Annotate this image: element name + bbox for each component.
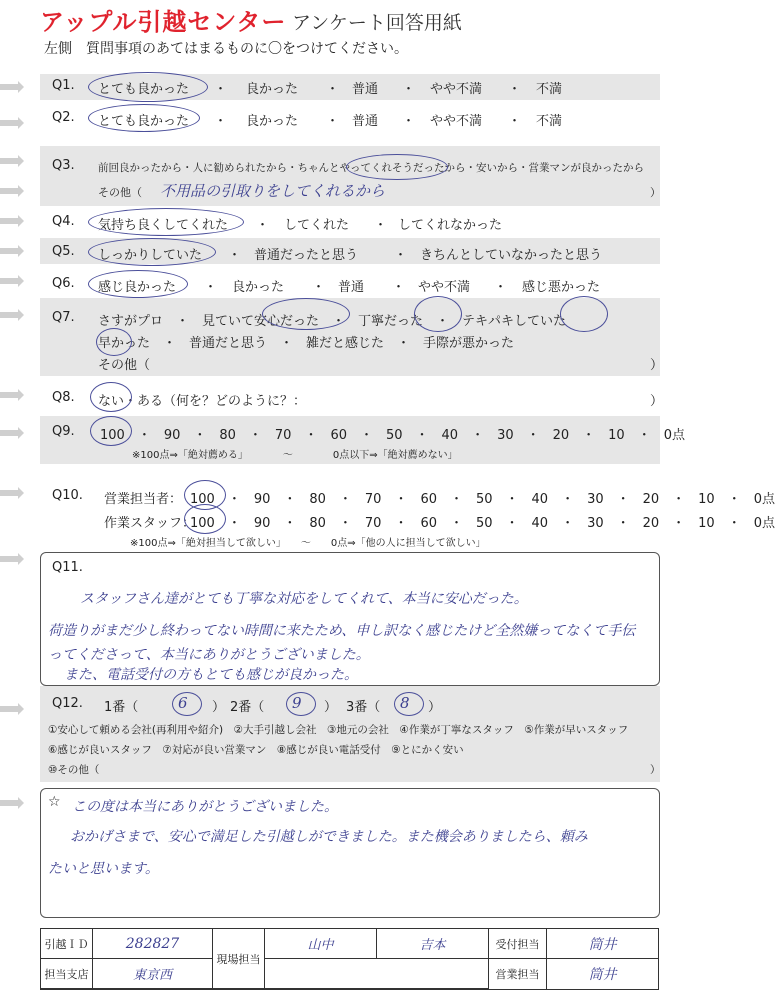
branch-value: 東京西 [93,959,213,989]
q1-sep: ・ [508,82,522,97]
margin-arrow [0,248,18,254]
answer-circle [88,270,188,298]
q10-sales-label: 営業担当者： [104,492,183,507]
q4-sep: ・ [374,218,388,233]
q12-rank3-label: 3番（ [346,700,381,715]
margin-arrow [0,490,18,496]
answer-circle [346,154,448,180]
answer-circle [414,296,462,332]
margin-arrow [0,312,18,318]
q11-label: Q11. [52,560,83,575]
q1-sep: ・ [402,82,416,97]
q11-handwriting-line: また、電話受付の方もとても感じが良かった。 [64,667,358,683]
site-blank [265,959,489,989]
q2-opt-bad[interactable]: 不満 [536,114,563,129]
q12-other-close: ） [650,764,661,776]
company-title: アップル引越センター [40,8,287,36]
q12-rank3-value[interactable]: 8 [400,694,410,712]
q5-sep: ・ [394,248,408,263]
q6-sep: ・ [494,280,508,295]
q6-opt-1[interactable]: 感じ良かった [98,280,177,295]
q2-sep: ・ [508,114,522,129]
site-label: 現場担当 [213,929,265,989]
answer-circle [96,328,132,356]
answer-circle [88,72,208,102]
q11-handwriting-line: スタッフさん達がとても丁寧な対応をしてくれて、本当に安心だった。 [80,591,528,607]
site-staff-1: 山中 [265,929,377,959]
q2-opt-normal[interactable]: 普通 [352,114,379,129]
comment-handwriting-line: おかげさまで、安心で満足した引越しができました。また機会ありましたら、頼み [70,829,588,845]
q3-other-label: その他（ [98,186,142,199]
q2-opt-good[interactable]: 良かった [246,114,299,129]
answer-circle [90,416,132,446]
margin-arrow [0,392,18,398]
q2-sep: ・ [214,114,228,129]
q4-sep: ・ [256,218,270,233]
margin-arrow [0,556,18,562]
staff-table [40,928,659,990]
answer-circle [88,104,200,132]
answer-circle [172,692,202,716]
q5-label: Q5. [52,244,75,259]
q1-label: Q1. [52,78,75,93]
q1-opt-slightly-bad[interactable]: やや不満 [430,82,483,97]
answer-circle [184,504,226,534]
comment-handwriting-line: この度は本当にありがとうございました。 [72,799,338,815]
q12-options-line1: ①安心して頼める会社(再利用や紹介) ②大手引越し会社 ③地元の会社 ④作業が丁寧なスタッフ ⑤作業が早いスタッフ [48,724,629,736]
q10-note: ※100点⇒「絶対担当して欲しい」 〜 0点⇒「他の人に担当して欲しい」 [130,538,486,549]
q1-sep: ・ [214,82,228,97]
q1-sep: ・ [326,82,340,97]
q5-opt-3[interactable]: きちんとしていなかったと思う [420,248,603,263]
q11-handwriting-line: 荷造りがまだ少し終わってない時間に来たため、申し訳なく感じたけど全然嫌ってなくて手伝 [48,623,636,639]
q9-scale[interactable]: 100 ・ 90 ・ 80 ・ 70 ・ 60 ・ 50 ・ 40 ・ 30 ・ 20 ・ 10 ・ 0点 [100,428,685,443]
q2-opt-very-good[interactable]: とても良かった [98,114,190,129]
q12-rank1-close: ） [212,700,226,715]
move-id-value: 282827 [93,929,213,959]
q5-opt-1[interactable]: しっかりしていた [98,248,203,263]
q6-label: Q6. [52,276,75,291]
q1-opt-normal[interactable]: 普通 [352,82,379,97]
margin-arrow [0,218,18,224]
star-icon: ☆ [48,794,61,810]
q6-sep: ・ [204,280,218,295]
margin-arrow [0,84,18,90]
q8-label: Q8. [52,390,75,405]
answer-circle [88,208,244,236]
q6-sep: ・ [312,280,326,295]
q9-note: ※100点⇒「絶対薦める」 〜 0点以下⇒「絶対薦めない」 [132,450,458,461]
q5-sep: ・ [228,248,242,263]
q6-sep: ・ [392,280,406,295]
q8-close: ） [650,394,664,409]
q8-options[interactable]: ない・ある（何を？どのように？： [98,394,307,409]
reception-value: 筒井 [547,929,658,959]
q4-opt-1[interactable]: 気持ち良くしてくれた [98,218,229,233]
q12-label: Q12. [52,696,83,711]
answer-circle [262,298,350,330]
q1-opt-good[interactable]: 良かった [246,82,299,97]
q4-opt-3[interactable]: してくれなかった [398,218,503,233]
margin-arrow [0,706,18,712]
q4-opt-2[interactable]: してくれた [284,218,350,233]
answer-circle [560,296,608,332]
margin-arrow [0,278,18,284]
q4-label: Q4. [52,214,75,229]
q12-options-line2: ⑥感じが良いスタッフ ⑦対応が良い営業マン ⑧感じが良い電話受付 ⑨とにかく安い [48,744,464,756]
q12-rank1-value[interactable]: 6 [178,694,188,712]
margin-arrow [0,158,18,164]
margin-arrow [0,188,18,194]
q12-rank2-label: 2番（ [230,700,265,715]
q3-other-close: ） [650,186,661,199]
q2-sep: ・ [402,114,416,129]
q12-rank3-close: ） [428,700,442,715]
q6-opt-2[interactable]: 良かった [232,280,285,295]
q12-rank1-label: 1番（ [104,700,139,715]
q2-label: Q2. [52,110,75,125]
q7-other-close: ） [650,358,664,373]
q9-label: Q9. [52,424,75,439]
q10-staff-scale[interactable]: 100 ・ 90 ・ 80 ・ 70 ・ 60 ・ 50 ・ 40 ・ 30 ・ 20 ・ 10 ・ 0点 [190,516,775,531]
q6-opt-5[interactable]: 感じ悪かった [522,280,601,295]
answer-circle [90,382,132,412]
q7-options-line1[interactable]: さすがプロ ・ 見ていて安心だった ・ 丁寧だった ・ テキパキしていた [98,314,567,329]
q3-label: Q3. [52,158,75,173]
q7-label: Q7. [52,310,75,325]
answer-circle [394,692,424,716]
move-id-label: 引越ＩＤ [41,929,93,959]
branch-label: 担当支店 [41,959,93,989]
q12-rank2-value[interactable]: 9 [292,694,302,712]
q7-other-label: その他（ [98,358,151,373]
comment-handwriting-line: たいと思います。 [48,861,159,877]
q3-other-handwriting: 不用品の引取りをしてくれるから [160,182,386,200]
q5-opt-2[interactable]: 普通だったと思う [254,248,359,263]
q10-staff-label: 作業スタッフ： [104,516,196,531]
sales-label: 営業担当 [489,959,547,989]
instruction-text: 左側 質問事項のあてはまるものに〇をつけてください。 [44,41,408,57]
q7-options-line2[interactable]: 早かった ・ 普通だと思う ・ 雑だと感じた ・ 手際が悪かった [98,336,515,351]
q6-opt-4[interactable]: やや不満 [418,280,471,295]
q12-rank2-close: ） [324,700,338,715]
q3-options[interactable]: 前回良かったから・人に勧められたから・ちゃんとやってくれそうだったから・安いから・営業マンが良かったから [98,162,644,174]
margin-arrow [0,120,18,126]
margin-arrow [0,430,18,436]
reception-label: 受付担当 [489,929,547,959]
form-title: アンケート回答用紙 [292,12,462,34]
q2-opt-slightly-bad[interactable]: やや不満 [430,114,483,129]
q1-opt-bad[interactable]: 不満 [536,82,563,97]
q6-opt-3[interactable]: 普通 [338,280,365,295]
q1-opt-very-good[interactable]: とても良かった [98,82,190,97]
q10-label: Q10. [52,488,83,503]
q10-sales-scale[interactable]: 100 ・ 90 ・ 80 ・ 70 ・ 60 ・ 50 ・ 40 ・ 30 ・ 20 ・ 10 ・ 0点 [190,492,775,507]
q2-sep: ・ [326,114,340,129]
margin-arrow [0,800,18,806]
sales-value: 筒井 [588,967,617,983]
q11-handwriting-line: ってくださって、本当にありがとうございました。 [48,647,370,663]
answer-circle [88,238,216,266]
q12-options-line3: ⑩その他（ [48,764,100,776]
answer-circle [286,692,316,716]
site-staff-2: 吉本 [377,929,489,959]
